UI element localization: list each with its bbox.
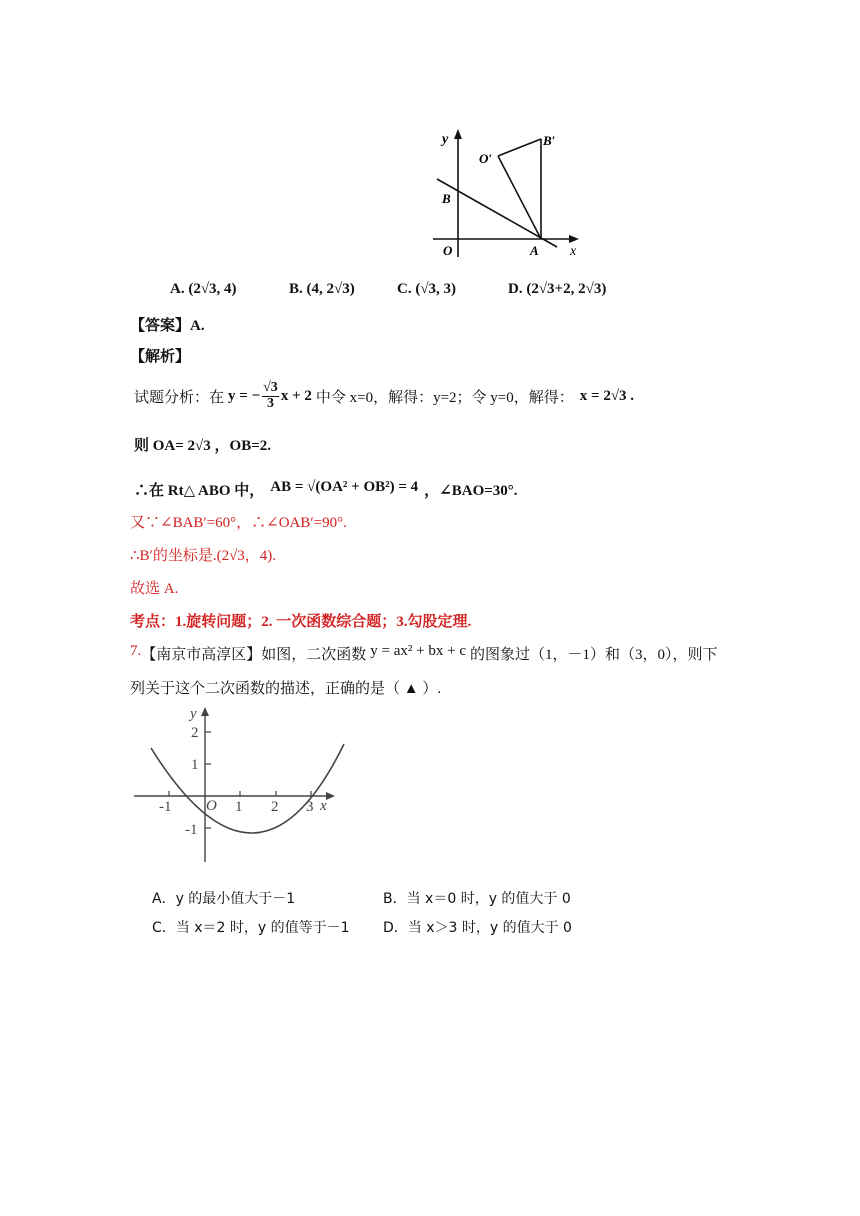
fig2-tick-label-x-2: 2	[271, 799, 279, 815]
fig1-x-arrow	[569, 235, 579, 243]
analysis-line-1-eq-rest: x + 2	[280, 387, 312, 404]
q7-option-b: B．当 x＝0 时，y 的值大于 0	[383, 891, 571, 907]
q6-option-d: D. (2√3+2, 2√3)	[508, 281, 607, 297]
fig2-tick-label-y-2: 2	[191, 725, 199, 741]
analysis-line-6: 故选 A.	[130, 581, 179, 597]
parabola-figure	[130, 704, 350, 866]
fig2-y-arrow	[201, 707, 209, 716]
fig2-tick-label-y-1: 1	[191, 757, 199, 773]
fig2-label-x: x	[320, 798, 327, 814]
fig1-seg-o-prime-b-prime	[498, 139, 541, 156]
fig2-label-o: O	[206, 798, 217, 814]
fig1-label-b-prime: B′	[543, 133, 556, 148]
fig2-tick-label-x-1: 1	[235, 799, 243, 815]
fig1-label-y: y	[442, 132, 449, 147]
analysis-line-1-prefix: 试题分析：在	[134, 389, 225, 406]
rotation-figure	[425, 125, 595, 265]
analysis-line-5: ∴B′的坐标是.(2√3，4).	[130, 548, 277, 564]
fig1-label-a: A	[530, 243, 539, 258]
analysis-fraction	[262, 381, 279, 411]
analysis-line-2: 则 OA= 2√3 ，OB=2.	[134, 438, 271, 454]
q7-number: 7.	[130, 643, 142, 659]
fig1-y-arrow	[454, 129, 462, 139]
q7-line-1	[130, 643, 718, 664]
analysis-line-3	[134, 479, 518, 500]
q6-option-b: B. (4, 2√3)	[289, 281, 355, 297]
q7-equation: y = ax² + bx + c	[370, 643, 466, 659]
analysis-line-1	[134, 377, 634, 415]
analysis-line-3-prefix: ∴在 Rt△ ABO 中，	[134, 483, 265, 499]
fig2-x-arrow	[326, 792, 335, 800]
q7-text-1b: 的图象过（1，－1）和（3，0），则下	[469, 647, 718, 663]
fig1-label-o-prime: O′	[479, 151, 493, 166]
q7-source: 【南京市高淳区】	[141, 647, 262, 663]
q6-option-a: A. (2√3, 4)	[170, 281, 237, 297]
fig2-tick-label-x-neg1: -1	[159, 799, 172, 815]
fig1-label-x: x	[570, 244, 577, 259]
analysis-line-1-mid: 中令 x=0，解得：y=2；令 y=0，解得：	[315, 389, 574, 406]
q7-option-a: A．y 的最小值大于－1	[152, 891, 296, 907]
fig2-tick-label-y-neg1: -1	[185, 822, 198, 838]
analysis-title: 【解析】	[130, 349, 191, 365]
fraction-numerator: √3	[263, 379, 278, 395]
q7-option-c: C．当 x＝2 时，y 的值等于－1	[152, 920, 350, 936]
q7-option-d: D．当 x＞3 时，y 的值大于 0	[383, 920, 572, 936]
analysis-line-1-result: x = 2√3 .	[579, 387, 635, 404]
fig2-tick-label-x-3: 3	[306, 799, 314, 815]
answer-line: 【答案】A.	[130, 318, 205, 334]
q6-option-c: C. (√3, 3)	[397, 281, 457, 297]
fig1-label-o: O	[443, 243, 453, 258]
q7-text-1a: 如图，二次函数	[261, 647, 367, 663]
fig2-label-y: y	[190, 706, 197, 722]
analysis-line-7: 考点：1.旋转问题；2. 一次函数综合题；3.勾股定理.	[130, 614, 472, 630]
analysis-line-3-angle: ，∠BAO=30°.	[424, 483, 518, 499]
analysis-line-1-eq-y: y = −	[228, 387, 261, 404]
fraction-denominator: 3	[266, 395, 274, 411]
analysis-line-3-eq: AB = √(OA² + OB²) = 4	[270, 479, 419, 495]
analysis-line-4: 又∵∠BAB′=60°，∴∠OAB′=90°.	[130, 515, 347, 531]
fig1-label-b: B	[442, 191, 451, 206]
fig2-parabola	[151, 744, 344, 833]
q7-line-2: 列关于这个二次函数的描述，正确的是（ ▲ ）.	[130, 681, 442, 697]
